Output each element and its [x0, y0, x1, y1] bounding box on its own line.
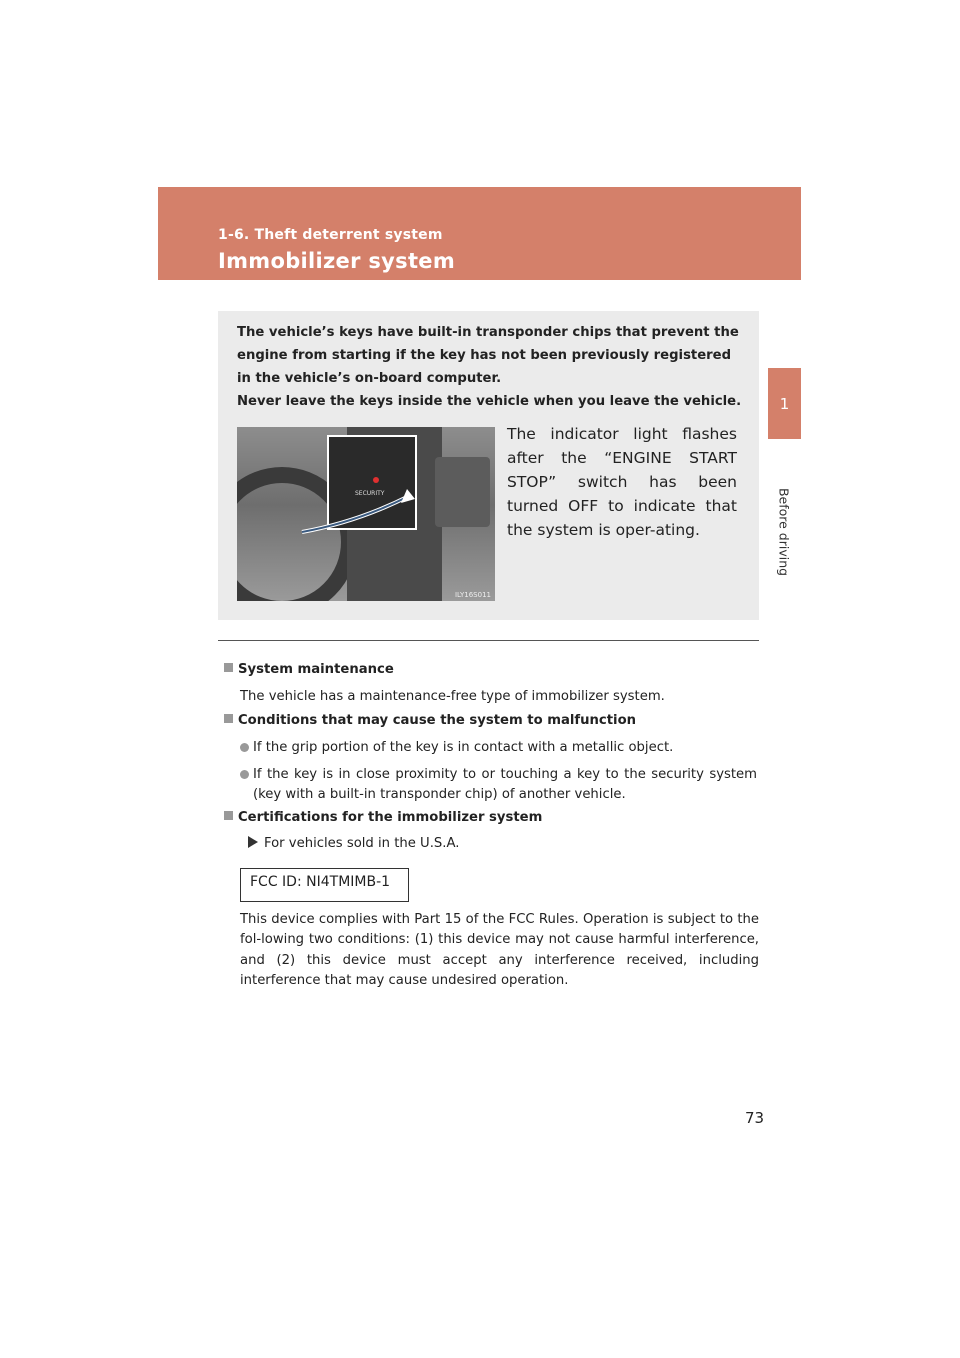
dashboard-photo: [237, 427, 495, 601]
certifications-heading: [224, 810, 542, 825]
maintenance-heading-text: System maintenance: [238, 662, 394, 677]
fcc-statement: This device complies with Part 15 of the FCC Rules. Operation is subject to the fol-lowing two conditions: (1) this device may not cause harmful interference, and (2) this device must accept any interference received, including interference that may cause undesired operation.: [240, 912, 759, 989]
fcc-id-box: FCC ID: NI4TMIMB-1: [240, 868, 409, 902]
maintenance-heading: [224, 662, 394, 677]
page-number: 73: [745, 1109, 765, 1127]
section-label: 1-6. Theft deterrent system: [218, 227, 443, 243]
list-item-text: If the grip portion of the key is in contact with a metallic object.: [253, 740, 674, 755]
intro-box: [218, 311, 759, 620]
maintenance-text: The vehicle has a maintenance-free type of immobilizer system.: [240, 689, 665, 704]
malfunction-heading: [224, 713, 636, 728]
list-item: [253, 738, 753, 758]
round-bullet-icon: [240, 743, 249, 752]
indicator-caption: The indicator light flashes after the “ENGINE START STOP” switch has been turned OFF to indicate that the system is oper-ating.: [507, 425, 737, 539]
region-label: [248, 835, 459, 851]
intro-warning: Never leave the keys inside the vehicle when you leave the vehicle.: [237, 394, 742, 409]
list-item: [253, 765, 757, 805]
list-item-text: If the key is in close proximity to or touching a key to the security system (key with a built-in transponder chip) of another vehicle.: [253, 767, 757, 802]
square-bullet-icon: [224, 714, 233, 723]
callout-arrow-icon: [297, 477, 417, 537]
intro-paragraph: The vehicle’s keys have built-in transponder chips that prevent the engine from starting if the key has not been previously registered in the vehicle’s on-board computer.: [237, 325, 739, 386]
square-bullet-icon: [224, 811, 233, 820]
certifications-heading-text: Certifications for the immobilizer system: [238, 810, 543, 825]
vent-shape: [435, 457, 490, 527]
chapter-number: 1: [779, 394, 790, 413]
malfunction-heading-text: Conditions that may cause the system to malfunction: [238, 713, 637, 728]
triangle-arrow-icon: [248, 836, 258, 848]
intro-text: [237, 321, 742, 413]
region-label-text: For vehicles sold in the U.S.A.: [264, 836, 460, 851]
divider: [218, 640, 759, 641]
chapter-label: Before driving: [776, 487, 792, 577]
header-band: [158, 187, 801, 280]
round-bullet-icon: [240, 770, 249, 779]
square-bullet-icon: [224, 663, 233, 672]
security-label: SECURITY: [355, 490, 385, 497]
image-code: ILY16S011: [454, 591, 491, 599]
page-title: Immobilizer system: [218, 249, 456, 273]
chapter-tab: [768, 368, 801, 439]
